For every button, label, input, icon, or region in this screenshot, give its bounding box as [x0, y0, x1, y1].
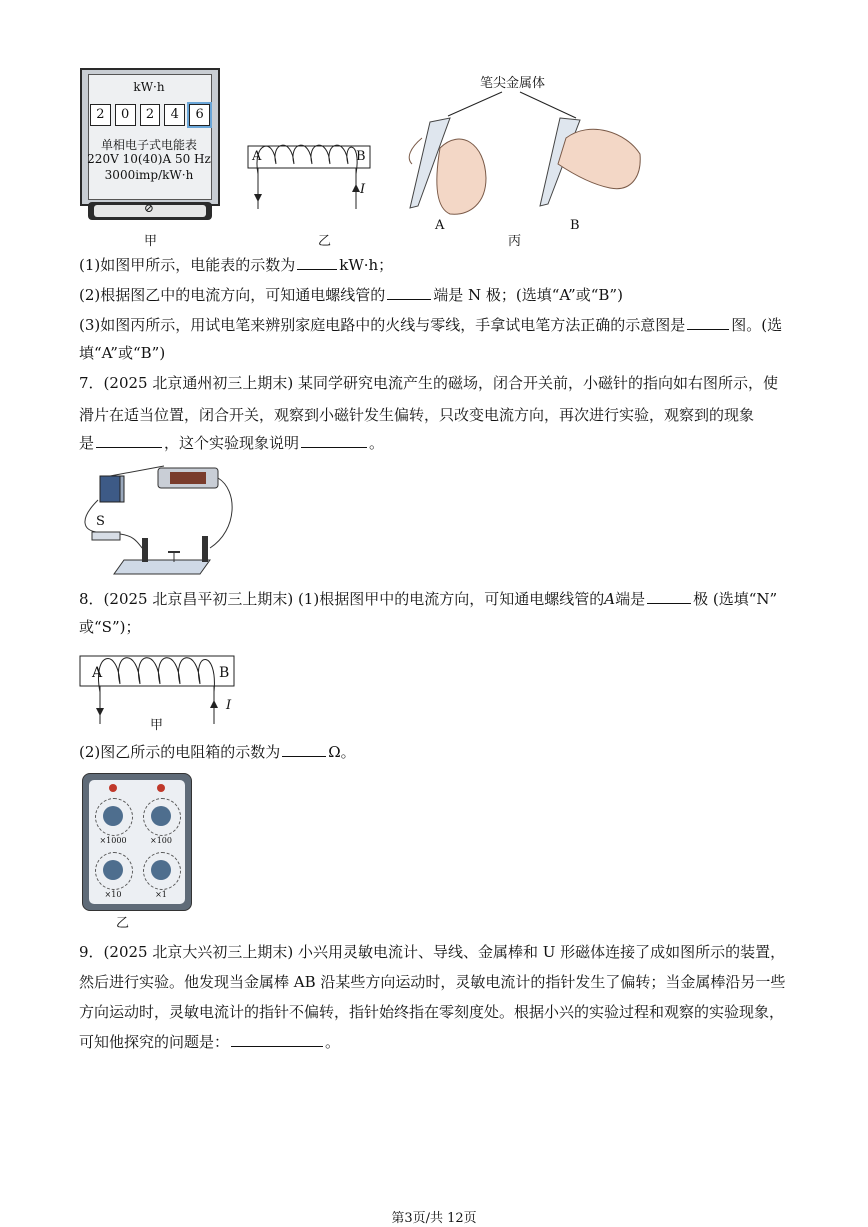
answer-blank[interactable]	[231, 1032, 323, 1047]
meter-line3: 3000imp/kW·h	[104, 168, 194, 182]
q7-line1: 7．(2025 北京通州初三上期末) 某同学研究电流产生的磁场，闭合开关前，小磁针的指向如右图所示，使	[79, 374, 778, 392]
dial-label-x10: ×10	[104, 890, 122, 899]
pen-tip-label: 笔尖金属体	[480, 76, 546, 91]
q7-line2: 滑片在适当位置，闭合开关，观察到小磁针发生偏转，只改变电流方向，再次进行实验，观察到的现象	[79, 406, 755, 424]
current-label-i: I	[360, 182, 366, 197]
q9-line1: 9．(2025 北京大兴初三上期末) 小兴用灵敏电流计、导线、金属棒和 U 形磁体连接了成如图所示的装置，	[79, 943, 786, 961]
meter-digit: 2	[90, 104, 111, 126]
solenoid-label-b: B	[356, 149, 366, 164]
answer-blank[interactable]	[282, 742, 326, 757]
caption-q8-jia: 甲	[150, 718, 164, 733]
caption-bing: 丙	[508, 234, 522, 249]
q9-line4: 可知他探究的问题是： 。	[79, 1033, 341, 1051]
caption-yi: 乙	[318, 234, 332, 249]
solenoid-label-a: A	[252, 149, 262, 164]
q6-part1: (1)如图甲所示，电能表的示数为 kW·h；	[79, 256, 394, 274]
meter-unit: kW·h	[133, 80, 165, 94]
switch-label-s: S	[96, 514, 105, 529]
caption-q8-yi: 乙	[116, 916, 130, 931]
meter-digits	[90, 104, 210, 126]
meter-line2: 220V 10(40)A 50 Hz	[87, 152, 211, 166]
dial-label-x100: ×100	[150, 836, 172, 845]
solenoid8-label-b: B	[219, 665, 230, 681]
solenoid8-label-a: A	[92, 665, 103, 681]
answer-blank[interactable]	[297, 255, 337, 270]
q6-part2: (2)根据图乙中的电流方向，可知通电螺线管的 端是 N 极；(选填“A”或“B”)	[79, 286, 623, 304]
q6-part3-cont: 填“A”或“B”)	[79, 344, 166, 362]
page-number: 第3页/共 12页	[391, 1211, 477, 1226]
meter-digit: 0	[115, 104, 136, 126]
meter-knob-icon: ⊘	[143, 201, 155, 215]
q9-line2: 然后进行实验。他发现当金属棒 AB 沿某些方向运动时，灵敏电流计的指针发生了偏转；当金属棒沿另一些	[79, 973, 786, 991]
meter-digit: 4	[164, 104, 185, 126]
meter-digit-decimal: 6	[189, 104, 210, 126]
meter-digit: 2	[140, 104, 161, 126]
test-pen-a	[409, 118, 486, 214]
caption-jia: 甲	[144, 234, 158, 249]
test-pen-b	[540, 118, 640, 206]
answer-blank[interactable]	[96, 433, 162, 448]
answer-blank[interactable]	[387, 285, 431, 300]
dial-label-x1: ×1	[155, 890, 167, 899]
caption-pen-b: B	[570, 218, 580, 233]
answer-blank[interactable]	[301, 433, 367, 448]
q9-line3: 方向运动时，灵敏电流计的指针不偏转，指针始终指在零刻度处。根据小兴的实验过程和观察的实验现象，	[79, 1003, 785, 1021]
electricity-meter-figure	[80, 68, 218, 226]
resistance-box-figure	[82, 773, 192, 911]
q6-part3: (3)如图丙所示，用试电笔来辨别家庭电路中的火线与零线，手拿试电笔方法正确的示意图是 图。(选	[79, 316, 783, 334]
test-pen-figure	[390, 88, 650, 228]
dial-label-x1000: ×1000	[99, 836, 127, 845]
q7-line3: 是 ，这个实验现象说明 。	[79, 434, 385, 452]
q8-line2: 或“S”)；	[79, 618, 141, 636]
answer-blank[interactable]	[647, 589, 691, 604]
answer-blank[interactable]	[687, 315, 729, 330]
q8-part2: (2)图乙所示的电阻箱的示数为 Ω。	[79, 743, 356, 761]
meter-line1: 单相电子式电能表	[100, 138, 197, 152]
caption-pen-a: A	[435, 218, 445, 233]
solenoid-figure-yi	[244, 134, 376, 214]
current8-label-i: I	[226, 698, 232, 713]
q8-line1: 8．(2025 北京昌平初三上期末) (1)根据图甲中的电流方向，可知通电螺线管的A端是 极 (选填“N”	[79, 590, 778, 608]
